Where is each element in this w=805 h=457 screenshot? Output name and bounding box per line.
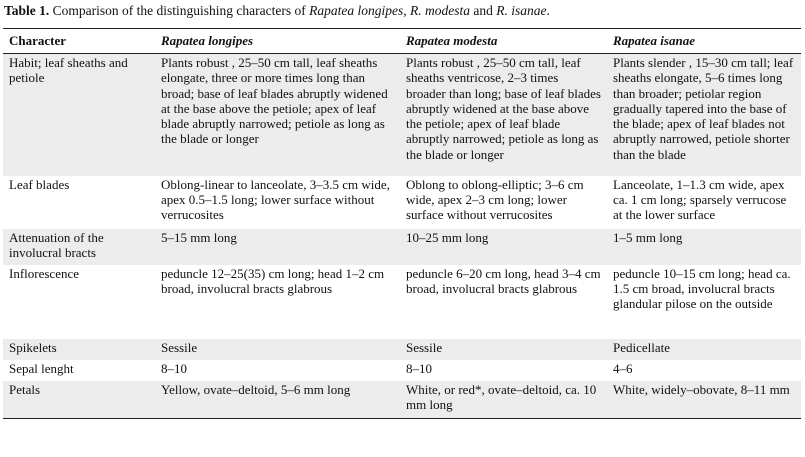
cell-isanae: 4–6 bbox=[613, 360, 633, 376]
row-character: Petals bbox=[3, 381, 155, 419]
table-caption bbox=[4, 2, 550, 20]
cell-longipes: peduncle 12–25(35) cm long; head 1–2 cm broad, involucral bracts glabrous bbox=[161, 265, 385, 296]
cell-isanae: White, widely–obovate, 8–11 mm bbox=[607, 381, 801, 419]
header-rapatea-isanae: Rapatea isanae bbox=[607, 29, 801, 54]
header-rapatea-longipes: Rapatea longipes bbox=[155, 29, 400, 54]
header-rapatea-modesta: Rapatea modesta bbox=[400, 29, 607, 54]
cell-modesta: Plants robust , 25–50 cm tall, leaf sheaths ventricose, 2–3 times broader than long; base of leaf blades abruptly widened at the base above the petiole; apex of leaf blade abruptly narrowed; petiole as long as the blade or longer bbox=[400, 54, 607, 176]
cell-isanae: peduncle 10–15 cm long; head ca. 1.5 cm broad, involucral bracts glandular pilose on the outside bbox=[613, 265, 791, 312]
cell-longipes: Yellow, ovate–deltoid, 5–6 mm long bbox=[155, 381, 400, 419]
cell-isanae: Lanceolate, 1–1.3 cm wide, apex ca. 1 cm long; sparsely verrucose at the lower surface bbox=[613, 176, 787, 223]
cell-longipes: Sessile bbox=[155, 339, 400, 360]
caption-species-2: R. modesta bbox=[409, 3, 470, 18]
row-character: Leaf blades bbox=[9, 176, 70, 192]
cell-longipes: Plants robust , 25–50 cm tall, leaf sheaths elongate, three or more times long than broad; base of leaf blades abruptly widened at the base above the petiole; apex of leaf blade abruptly narrowed; petiole as long as the blade or longer bbox=[155, 54, 400, 176]
cell-modesta: Sessile bbox=[400, 339, 607, 360]
cell-modesta: peduncle 6–20 cm long, head 3–4 cm broad, involucral bracts glabrous bbox=[406, 265, 601, 296]
comparison-table bbox=[3, 28, 801, 419]
row-character: Sepal lenght bbox=[9, 360, 74, 376]
caption-text: Comparison of the distinguishing characters of bbox=[49, 3, 310, 18]
header-character: Character bbox=[3, 29, 155, 54]
row-character: Inflorescence bbox=[9, 265, 80, 281]
cell-modesta: Oblong to oblong-elliptic; 3–6 cm wide, apex 2–3 cm long; lower surface without verrucosites bbox=[406, 176, 584, 223]
cell-longipes: Oblong-linear to lanceolate, 3–3.5 cm wide, apex 0.5–1.5 long; lower surface without verrucosites bbox=[161, 176, 390, 223]
cell-modesta: 8–10 bbox=[406, 360, 432, 376]
cell-modesta: 10–25 mm long bbox=[400, 229, 607, 265]
row-character: Habit; leaf sheaths and petiole bbox=[3, 54, 155, 176]
table-row bbox=[3, 265, 801, 339]
cell-isanae: Plants slender , 15–30 cm tall; leaf sheaths elongate, 5–6 times long than broader; petiolar region gradually tapered into the base of the blade; apex of leaf blades not abruptly narrowed, petiole shorter than the blade bbox=[607, 54, 801, 176]
table-row bbox=[3, 360, 801, 381]
caption-species-1: Rapatea longipes bbox=[309, 3, 404, 18]
caption-sep-1: , bbox=[403, 3, 410, 18]
cell-isanae: Pedicellate bbox=[607, 339, 801, 360]
caption-label: Table 1. bbox=[4, 3, 50, 18]
row-character: Attenuation of the involucral bracts bbox=[3, 229, 155, 265]
caption-sep-2: and bbox=[469, 3, 497, 18]
cell-longipes: 8–10 bbox=[161, 360, 187, 376]
table-row bbox=[3, 176, 801, 229]
cell-modesta: White, or red*, ovate–deltoid, ca. 10 mm long bbox=[400, 381, 607, 419]
row-character: Spikelets bbox=[3, 339, 155, 360]
cell-isanae: 1–5 mm long bbox=[607, 229, 801, 265]
header-row bbox=[3, 29, 801, 54]
cell-longipes: 5–15 mm long bbox=[155, 229, 400, 265]
table-row bbox=[3, 54, 801, 176]
caption-species-3: R. isanae bbox=[496, 3, 547, 18]
table-row bbox=[3, 339, 801, 360]
table-row bbox=[3, 229, 801, 265]
table-row bbox=[3, 381, 801, 419]
caption-end: . bbox=[546, 3, 550, 18]
